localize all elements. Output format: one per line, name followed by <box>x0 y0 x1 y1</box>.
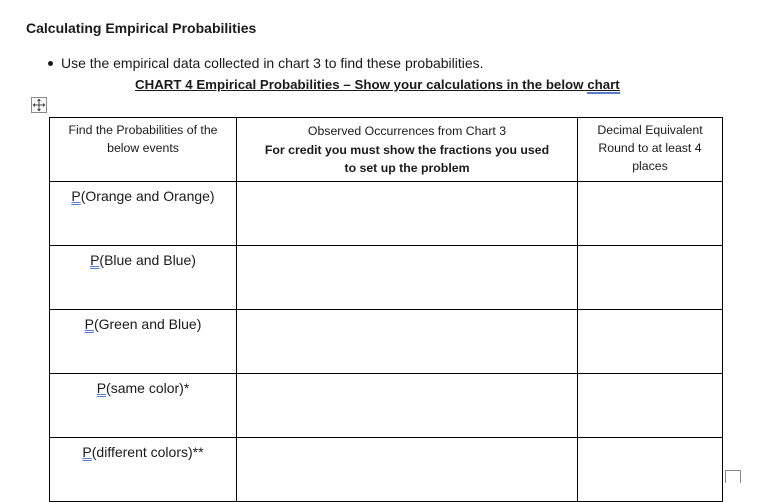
probabilities-table <box>49 117 723 502</box>
header-col3-line2: Round to at least 4 <box>598 141 702 155</box>
observed-cell[interactable] <box>237 374 578 438</box>
header-col1-line2: below events <box>107 141 179 155</box>
header-col1-line1: Find the Probabilities of the <box>68 123 218 137</box>
table-row <box>50 374 723 438</box>
bullet-icon <box>48 61 53 66</box>
decimal-cell[interactable] <box>578 310 723 374</box>
decimal-cell[interactable] <box>578 182 723 246</box>
header-observed-occurrences <box>237 118 578 182</box>
event-cell <box>50 310 237 374</box>
header-decimal-equivalent <box>578 118 723 182</box>
event-cell <box>50 438 237 502</box>
header-col2-line2: For credit you must show the fractions you used <box>264 143 550 157</box>
table-header-row <box>50 118 723 182</box>
event-p: P <box>84 316 94 332</box>
event-cell <box>50 374 237 438</box>
chart-caption-text: CHART 4 Empirical Probabilities – Show your calculations in the below <box>135 77 588 92</box>
event-label: (same color)* <box>106 380 190 396</box>
instruction-bullet <box>48 55 484 71</box>
chart-caption-last-word: chart <box>587 77 620 92</box>
observed-cell[interactable] <box>237 310 578 374</box>
move-arrows-icon <box>32 98 46 112</box>
event-label: (Green and Blue) <box>93 316 202 332</box>
observed-cell[interactable] <box>237 182 578 246</box>
event-cell <box>50 246 237 310</box>
event-cell <box>50 182 237 246</box>
instruction-text: Use the empirical data collected in chart 3 to find these probabilities. <box>61 55 484 71</box>
event-p: P <box>71 188 81 204</box>
header-find-probabilities <box>50 118 237 182</box>
table-move-icon[interactable] <box>31 97 47 113</box>
document-title: Calculating Empirical Probabilities <box>26 20 257 36</box>
event-p: P <box>90 252 100 268</box>
decimal-cell[interactable] <box>578 438 723 502</box>
event-label: (different colors)** <box>91 444 204 460</box>
header-col2-line1: Observed Occurrences from Chart 3 <box>307 124 507 138</box>
event-label: (Orange and Orange) <box>80 188 215 204</box>
event-p: P <box>82 444 92 460</box>
table-row <box>50 438 723 502</box>
header-col2-line3: to set up the problem <box>344 161 470 175</box>
header-col3-line1: Decimal Equivalent <box>597 123 703 137</box>
table-resize-icon[interactable] <box>725 470 741 483</box>
decimal-cell[interactable] <box>578 246 723 310</box>
observed-cell[interactable] <box>237 246 578 310</box>
header-col3-line3: places <box>632 159 668 173</box>
chart-caption <box>135 77 620 92</box>
event-p: P <box>96 380 107 396</box>
decimal-cell[interactable] <box>578 374 723 438</box>
observed-cell[interactable] <box>237 438 578 502</box>
event-label: (Blue and Blue) <box>99 252 196 268</box>
table-row <box>50 182 723 246</box>
table-row <box>50 310 723 374</box>
table-row <box>50 246 723 310</box>
